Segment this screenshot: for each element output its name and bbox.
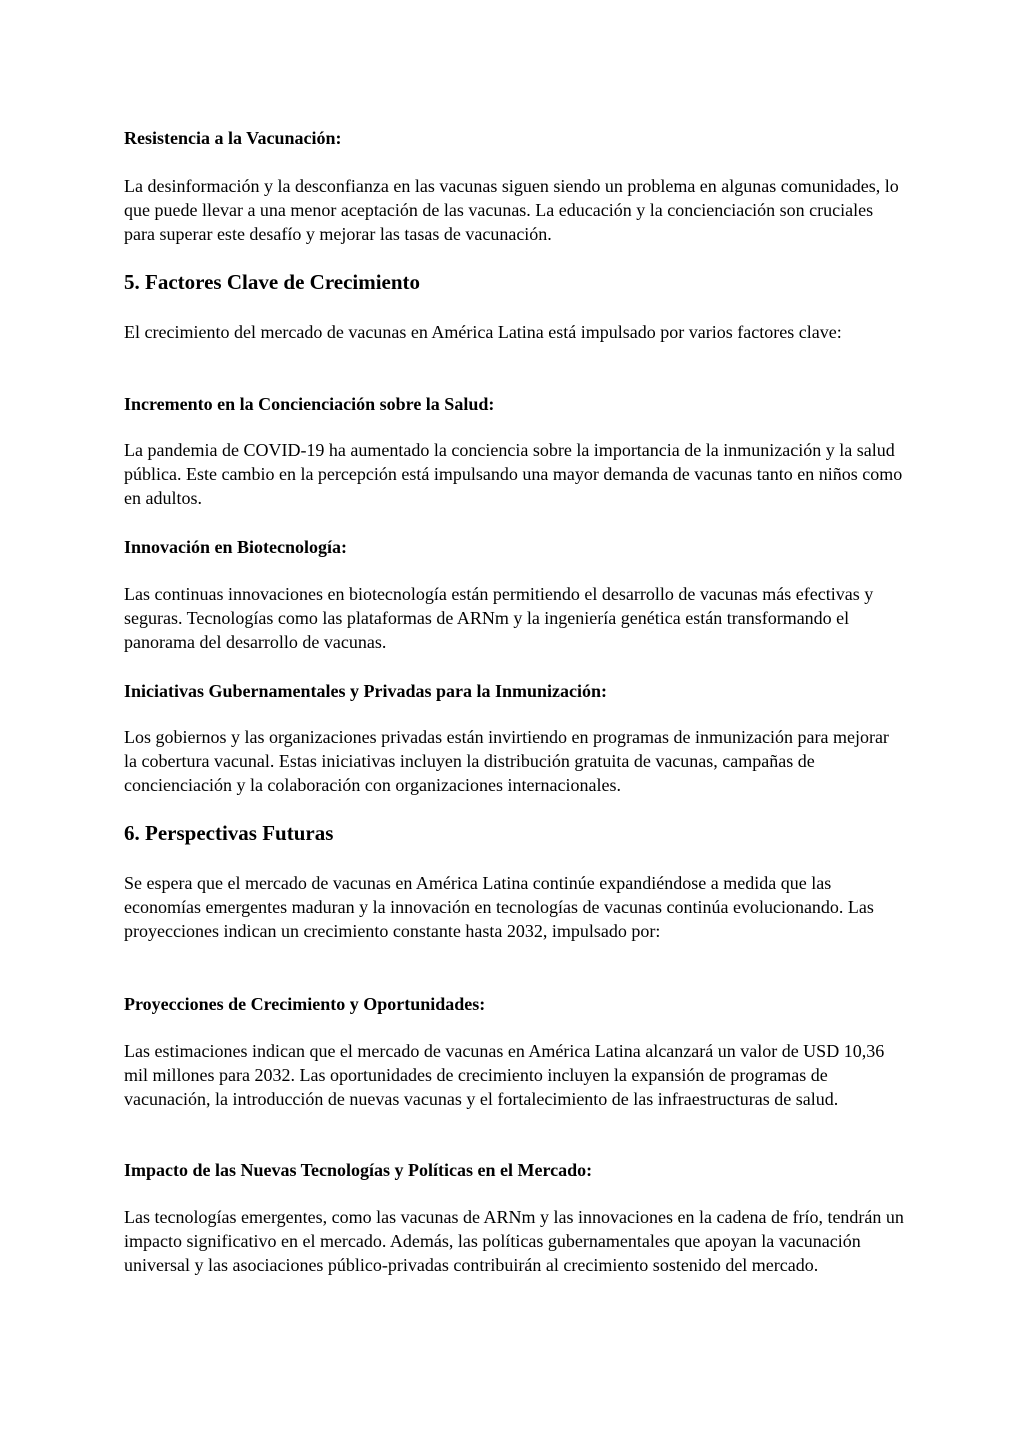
section-heading-future-outlook: 6. Perspectivas Futuras [124, 821, 334, 845]
paragraph-growth-factors-intro: El crecimiento del mercado de vacunas en América Latina está impulsado por varios factores clave: [124, 322, 842, 342]
subheading-immunization-initiatives: Iniciativas Gubernamentales y Privadas para la Inmunización: [124, 681, 608, 701]
paragraph-health-awareness: La pandemia de COVID-19 ha aumentado la conciencia sobre la importancia de la inmunización y la salud pública. Este cambio en la percepción está impulsando una mayor demanda de vacunas tanto en niños como en adultos. [124, 440, 903, 508]
subheading-tech-policy-impact: Impacto de las Nuevas Tecnologías y Políticas en el Mercado: [124, 1160, 593, 1180]
paragraph-growth-projections: Las estimaciones indican que el mercado de vacunas en América Latina alcanzará un valor de USD 10,36 mil millones para 2032. Las oportunidades de crecimiento incluyen la expansión de programas de vacunación, la introducción de nuevas vacunas y el fortalecimiento de las infraestructuras de salud. [124, 1041, 885, 1109]
paragraph-vaccine-resistance: La desinformación y la desconfianza en las vacunas siguen siendo un problema en algunas comunidades, lo que puede llevar a una menor aceptación de las vacunas. La educación y la concienciación son cruciales para superar este desafío y mejorar las tasas de vacunación. [124, 176, 899, 244]
subheading-biotech-innovation: Innovación en Biotecnología: [124, 537, 348, 557]
paragraph-immunization-initiatives: Los gobiernos y las organizaciones privadas están invirtiendo en programas de inmunización para mejorar la cobertura vacunal. Estas iniciativas incluyen la distribución gratuita de vacunas, campañas de concienciación y la colaboración con organizaciones internacionales. [124, 727, 889, 795]
section-heading-growth-factors: 5. Factores Clave de Crecimiento [124, 270, 421, 294]
subheading-vaccine-resistance: Resistencia a la Vacunación: [124, 128, 342, 148]
paragraph-tech-policy-impact: Las tecnologías emergentes, como las vacunas de ARNm y las innovaciones en la cadena de frío, tendrán un impacto significativo en el mercado. Además, las políticas gubernamentales que apoyan la vacunación universal y las asociaciones público-privadas contribuirán al crecimiento sostenido del mercado. [124, 1207, 904, 1275]
paragraph-biotech-innovation: Las continuas innovaciones en biotecnología están permitiendo el desarrollo de vacunas más efectivas y seguras. Tecnologías como las plataformas de ARNm y la ingeniería genética están transformando el panorama del desarrollo de vacunas. [124, 584, 874, 652]
subheading-health-awareness: Incremento en la Concienciación sobre la Salud: [124, 394, 495, 414]
paragraph-future-outlook-intro: Se espera que el mercado de vacunas en América Latina continúe expandiéndose a medida que las economías emergentes maduran y la innovación en tecnologías de vacunas continúa evolucionando. Las proyecciones indican un crecimiento constante hasta 2032, impulsado por: [124, 873, 874, 941]
subheading-growth-projections: Proyecciones de Crecimiento y Oportunidades: [124, 994, 486, 1014]
